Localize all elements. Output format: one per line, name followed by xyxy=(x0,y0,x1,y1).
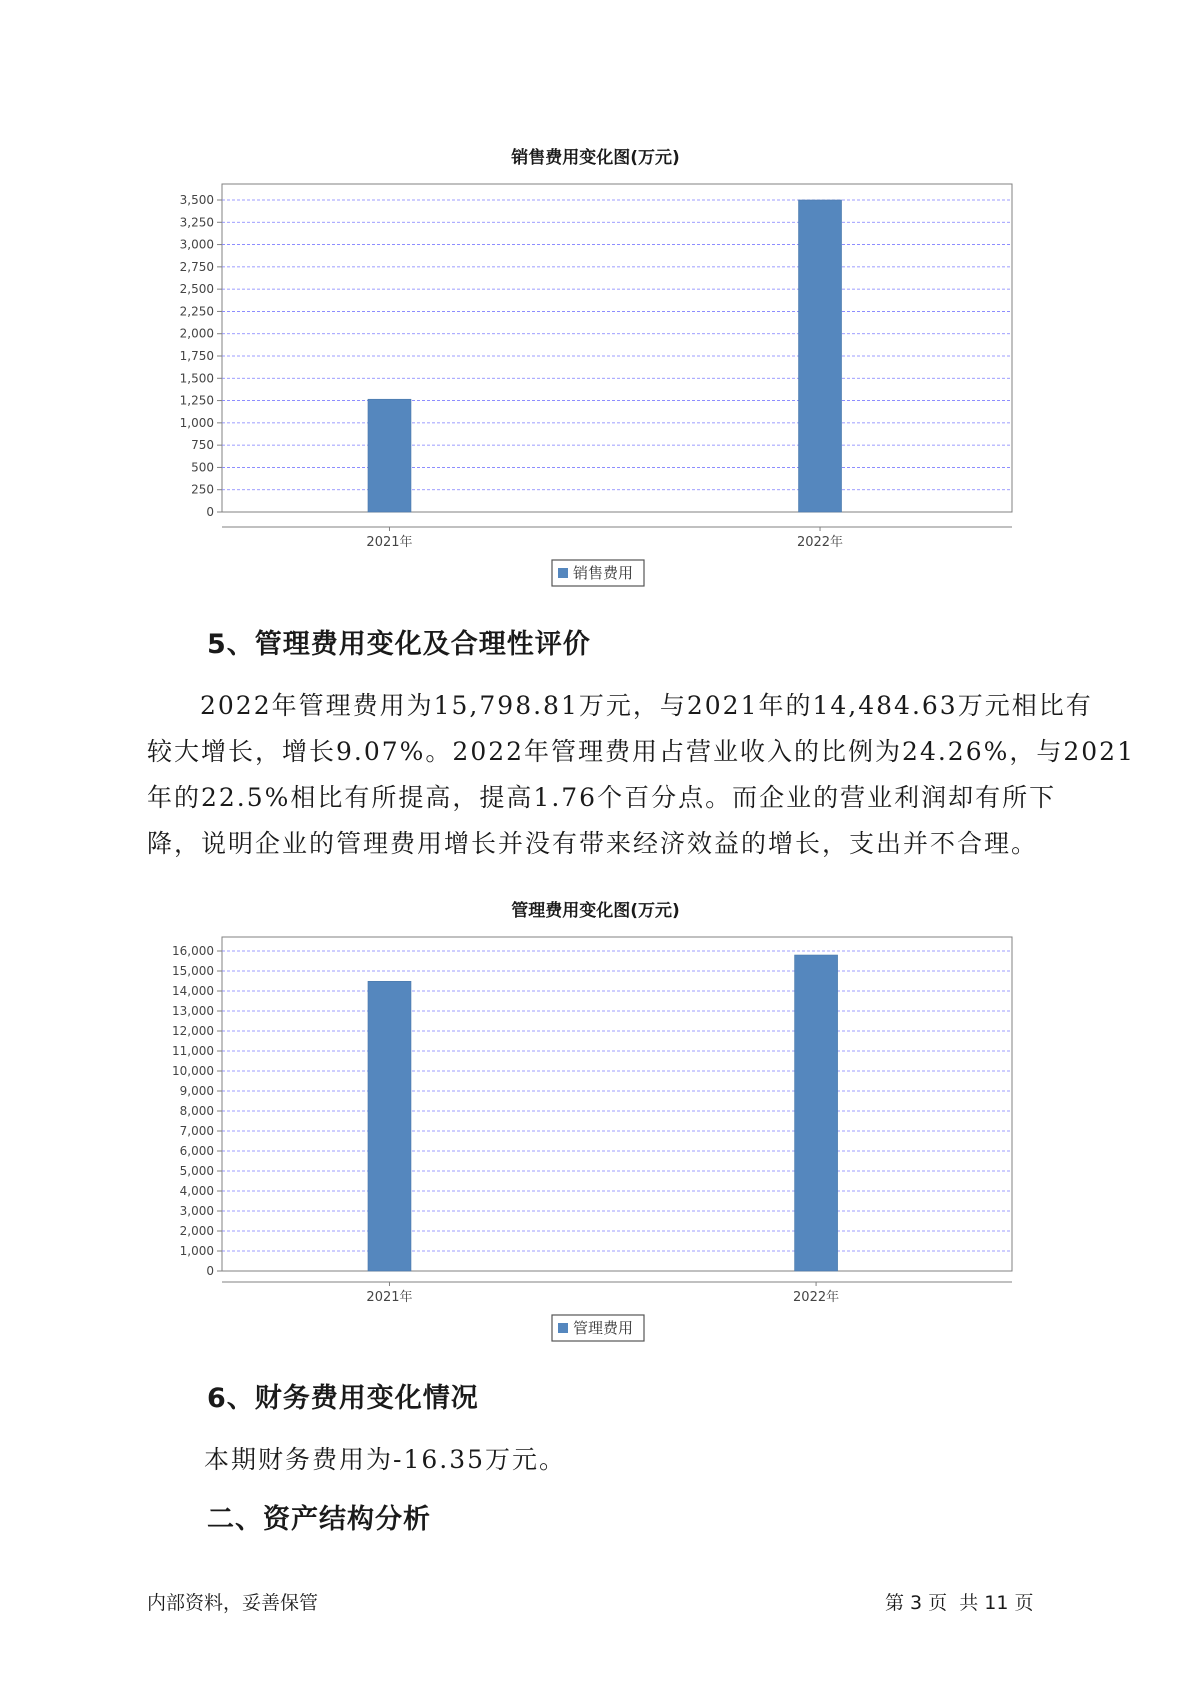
bar-2 xyxy=(795,955,838,1271)
y-tick-label: 1,750 xyxy=(179,349,214,363)
y-tick-label: 1,000 xyxy=(179,415,214,430)
y-tick-label: 16,000 xyxy=(172,944,214,958)
y-tick-label: 5,000 xyxy=(179,1164,214,1178)
y-tick-label: 8,000 xyxy=(179,1104,214,1118)
y-tick-label: 250 xyxy=(191,482,214,497)
y-tick-label: 15,000 xyxy=(172,964,214,978)
y-tick-label: 3,250 xyxy=(179,215,214,230)
x-tick-label: 2021年 xyxy=(366,1290,413,1305)
footer-confidential-note: 内部资料，妥善保管 xyxy=(147,1592,319,1614)
y-tick-label: 2,000 xyxy=(179,326,214,341)
x-tick-label: 2022年 xyxy=(793,1290,840,1305)
section-5-line-2: 较大增长，增长9.07%。2022年管理费用占营业收入的比例为24.26%，与2021 xyxy=(147,737,1135,766)
bar-1 xyxy=(368,399,411,512)
y-tick-label: 500 xyxy=(191,460,214,475)
y-tick-label: 1,250 xyxy=(179,393,214,408)
section-5-heading: 5、管理费用变化及合理性评价 xyxy=(207,629,591,660)
section-two-heading: 二、资产结构分析 xyxy=(207,1504,431,1535)
y-tick-label: 2,750 xyxy=(179,259,214,274)
section-5-line-1: 2022年管理费用为15,798.81万元，与2021年的14,484.63万元相比有 xyxy=(200,691,1093,720)
chart-title-sales-expense: 销售费用变化图(万元) xyxy=(511,148,680,168)
y-tick-label: 3,000 xyxy=(179,237,214,252)
y-tick-label: 12,000 xyxy=(172,1024,214,1038)
y-tick-label: 0 xyxy=(206,1264,214,1278)
section-6-heading: 6、财务费用变化情况 xyxy=(207,1383,479,1414)
y-tick-label: 9,000 xyxy=(179,1084,214,1098)
footer-page-number: 第 3 页 共 11 页 xyxy=(885,1592,1034,1614)
y-tick-label: 7,000 xyxy=(179,1124,214,1138)
y-tick-label: 14,000 xyxy=(172,984,214,998)
admin-expense-chart xyxy=(0,925,1191,1345)
y-tick-label: 1,000 xyxy=(179,1244,214,1258)
y-tick-label: 3,500 xyxy=(179,193,214,207)
y-tick-label: 11,000 xyxy=(172,1044,214,1058)
section-5-line-3: 年的22.5%相比有所提高，提高1.76个百分点。而企业的营业利润却有所下 xyxy=(147,783,1057,812)
sales-expense-chart xyxy=(0,170,1191,590)
y-tick-label: 750 xyxy=(191,438,214,453)
y-tick-label: 0 xyxy=(206,505,214,519)
chart-legend xyxy=(552,1315,644,1341)
x-tick-label: 2022年 xyxy=(796,535,844,550)
x-tick-label: 2021年 xyxy=(366,535,413,550)
y-tick-label: 2,000 xyxy=(179,1224,214,1238)
y-tick-label: 4,000 xyxy=(179,1184,214,1198)
section-5-line-4: 降，说明企业的管理费用增长并没有带来经济效益的增长，支出并不合理。 xyxy=(147,829,1039,858)
legend-swatch xyxy=(558,568,568,578)
y-tick-label: 10,000 xyxy=(172,1064,214,1078)
legend-label: 管理费用 xyxy=(573,1319,634,1337)
y-tick-label: 6,000 xyxy=(179,1144,214,1158)
bar-2 xyxy=(799,200,842,512)
y-tick-label: 2,500 xyxy=(179,282,214,297)
plot-frame xyxy=(222,184,1012,512)
chart-legend xyxy=(552,560,644,586)
y-tick-label: 2,250 xyxy=(179,304,214,319)
chart-title-admin-expense: 管理费用变化图(万元) xyxy=(511,901,680,921)
y-tick-label: 1,500 xyxy=(179,371,214,386)
legend-swatch xyxy=(558,1323,568,1333)
section-6-text: 本期财务费用为-16.35万元。 xyxy=(204,1445,567,1474)
y-tick-label: 13,000 xyxy=(172,1004,214,1018)
bar-1 xyxy=(368,981,411,1271)
plot-frame xyxy=(222,937,1012,1271)
legend-label: 销售费用 xyxy=(573,564,634,582)
y-tick-label: 3,000 xyxy=(179,1204,214,1218)
